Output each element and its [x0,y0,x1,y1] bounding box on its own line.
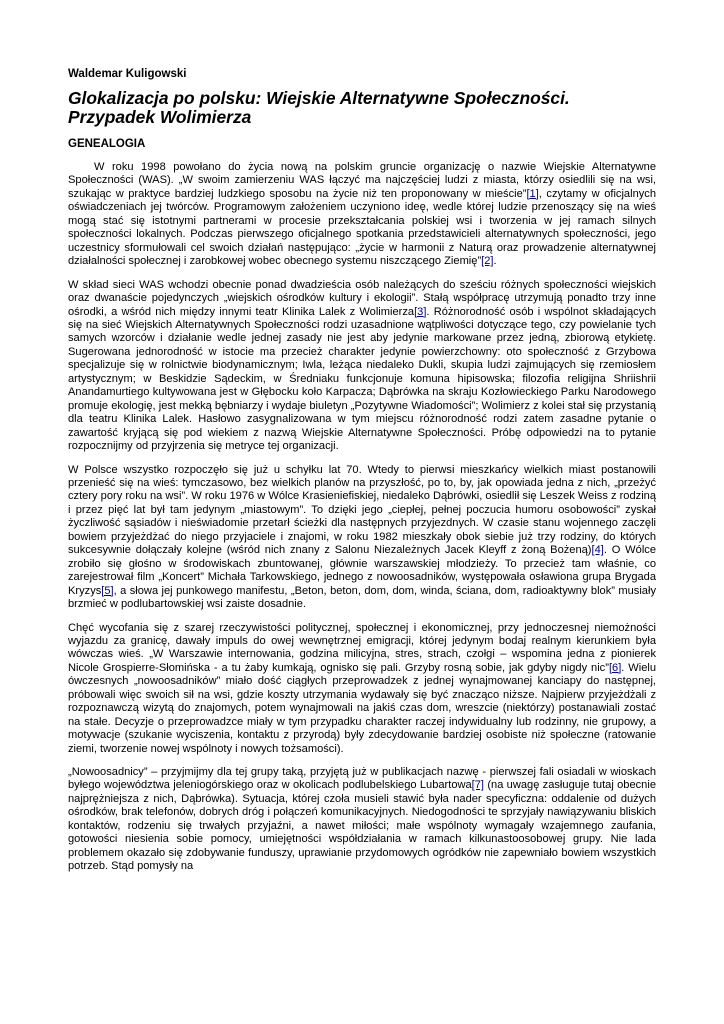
footnote-link[interactable]: [6] [608,661,622,674]
footnote-link[interactable]: [3] [414,305,427,318]
paragraph-text: . Wielu ówczesnych „nowoosadników” miało dość ciągłych przeprowadzek z jednej wynajmowanej kanciapy do następnej, próbowali więc swoich sił na wsi, gdzie koszty utrzymania wydawały się być znacząco niższe. Najpierw przyjeżdżali z rozpoznawczą wizytą do znajomych, potem wynajmowali na jakiś czas dom, wreszcie (niektórzy) postanawiali zostać na stałe. Decyzje o przeprowadzce miały w tym przypadku charakter raczej indywidualny lub rodzinny, nie grupowy, a motywacje (szukanie wyciszenia, kontaktu z przyrodą) były zdecydowanie bardziej osobiste niż społeczne (ratowanie ziemi, tworzenie nowej wspólnoty i nowych tożsamości). [68,661,657,755]
body-paragraph [68,766,656,874]
footnote-link[interactable]: [5] [101,584,114,597]
paragraph-text: „Nowoosadnicy” – przyjmijmy dla tej grupy taką, przyjętą już w publikacjach nazwę - pierwszej fali osiadali w wioskach byłego województwa jeleniogórskiego oraz w okolicach podlubelskiego Lubartowa [68,766,656,792]
paragraph-text: W Polsce wszystko rozpoczęło się już u schyłku lat 70. Wtedy to pierwsi mieszkańcy wielkich miast postanowili przenieść się na wieś: tymczasowo, bez wielkich planów na przyszłość, po to, by, jak opowiada jedna z nich, „przeżyć cztery pory roku na wsi”. W roku 1976 w Wólce Krasieniefiskiej, niedaleko Dąbrówki, osiedlił się Leszek Weiss z rodziną i przez pięć lat był tam jedynym „miastowym”. To dzięki jego „ciepłej, pełnej poczucia humoru osobowości” zyskał życzliwość sąsiadów i nieświadomie przetarł ścieżki dla następnych przyjezdnych. W czasie stanu wojennego zaczęli bowiem przyjeżdżać do niego przyjaciele i znajomi, w roku 1982 mieszkały obok siebie już trzy rodziny, do których sukcesywnie dołączały kolejne (wśród nich znany z Salonu Niezależnych Jacek Kleyff z żoną Bożeną) [68,463,656,557]
paragraph-text: W skład sieci WAS wchodzi obecnie ponad dwadzieścia osób należących do sześciu różnych społeczności wiejskich oraz dwanaście pojedynczych „wiejskich ośrodków kultury i ekologii”. Stałą współpracę utrzymują ponadto trzy inne ośrodki, a wśród nich między innymi teatr Klinika Lalek z Wolimierza [68,278,656,318]
footnote-link[interactable]: [7] [471,779,485,792]
section-heading: GENEALOGIA [68,138,146,150]
paragraph-text: . O Wólce zrobiło się głośno w środowiskach zbuntowanej, głównie warszawskiej młodzieży. To przecież tam właśnie, co zarejestrował film „Koncert” Michała Tarkowskiego, jednego z nowoosadników, występowała osławiona grupa Brygada Kryzys [68,544,657,597]
document-body [68,161,656,874]
paragraph-text: . [493,255,497,268]
paragraph-text: Chęć wycofania się z szarej rzeczywistości politycznej, społecznej i ekonomicznej, przy jednoczesnej niemożności wyjazdu za granicę, dawały impuls do owej wewnętrznej emigracji, której jedynym bodaj realnym kierunkiem była wówczas wieś. „W Warszawie internowania, godzina milicyjna, stres, strach, czołgi – wspomina jedna z pionierek Nicole Grospierre-Słomińska - a tu żaby kumkają, ognisko się pali. Grzyby rosną sobie, jak gdyby nigdy nic” [68,621,656,674]
paragraph-text: , a słowa jej punkowego manifestu, „Beton, beton, dom, dom, winda, ściana, dom, radioaktywny blok” musiały brzmieć w podlubartowskiej wsi zaiste dosadnie. [68,584,656,611]
document-title: Glokalizacja po polsku: Wiejskie Alternatywne Społeczności. Przypadek Wolimierza [68,88,570,127]
body-paragraph [68,464,656,612]
footnote-link[interactable]: [4] [591,544,604,557]
paragraph-text: , czytamy w oficjalnych oświadczeniach jej twórców. Programowym założeniem uczyniono ideę, wedle której ludzie przenoszący się na wieś mogą stać się istotnymi partnerami w procesie przekształcania polskiej wsi i tworzenia w jej ramach silnych społeczności lokalnych. Podczas pierwszego oficjalnego spotkania przedstawicieli alternatywnych społeczności, jego uczestnicy sformułowali cel swoich działań następująco: „życie w harmonii z Naturą oraz prowadzenie alternatywnej działalności społecznej i zarobkowej wobec obecnego systemu niszczącego Ziemię” [68,187,657,268]
paragraph-text: W roku 1998 powołano do życia nową na polskim gruncie organizację o nazwie Wiejskie Alternatywne Społeczności (WAS). „W swoim zamierzeniu WAS łączyć ma najczęściej ludzi z miasta, którzy osiedlili się na wsi, szukając w praktyce bardziej ludzkiego sposobu na życie niż ten proponowany w mieście” [68,161,656,200]
body-paragraph [68,279,656,454]
body-paragraph [68,161,656,269]
author-name: Waldemar Kuligowski [68,68,187,80]
footnote-link[interactable]: [2] [481,255,494,268]
paragraph-text: . Różnorodność osób i wspólnot składających się na sieć Wiejskich Alternatywnych Społeczności rodzi uzasadnione wątpliwości dotyczące tego, czy powielanie tych samych wzorców i działanie wedle jednej zasady nie jest aby jedynie markowane przez jedną, zbiorową etykietę. Sugerowana jednorodność w istocie ma przecież charakter jedynie powierzchowny: oto społeczność z Grzybowa specjalizuje się w rolnictwie biodynamicznym; Iwla, leżąca niedaleko Dukli, skupia ludzi zajmujących się rzemiosłem artystycznym; w Beskidzie Sądeckim, w Średniaku funkcjonuje komuna hipisowska; filozofia religijna Shriishrii Anandamurtiego kultywowana jest w Głębocku koło Karpacza; Dąbrówka na skraju Kozłowieckiego Parku Narodowego promuje ekologię, jest mekką bębniarzy i wydaje biuletyn „Pozytywne Wiadomości”; Wolimierz z kolei stał się przystanią dla teatru Klinika Lalek. Hasłowo zasygnalizowana w tym miejscu różnorodność rodzi zatem zasadne pytanie o zawartość kryjącą się pod wiekiem z nazwą Wiejskie Alternatywne Społeczności. Próbę odpowiedzi na to pytanie rozpocznijmy od przyjrzenia się metryce tej organizacji. [68,305,656,453]
paragraph-text: (na uwagę zasługuje tutaj obecnie najprężniejsza z nich, Dąbrówka). Sytuacja, której czoła musieli stawić była nader specyficzna: oddalenie od dużych ośrodków, brak telefonów, dobrych dróg i połączeń komunikacyjnych. Niedogodności te sprzyjały nawiązywaniu bliskich kontaktów, rodzeniu się trwałych przyjaźni, a nawet miłości; małe wspólnoty wymagały wzajemnego zaufania, gotowości niesienia sobie pomocy, umiejętności współdziałania w ramach kilkunastoosobowej grupy. Nie lada problemem okazało się zdobywanie funduszy, uprawianie przydomowych ogródków nie zapewniało bowiem wszystkich potrzeb. Stąd pomysły na [68,779,656,873]
footnote-link[interactable]: [1] [526,187,539,200]
body-paragraph [68,622,656,757]
